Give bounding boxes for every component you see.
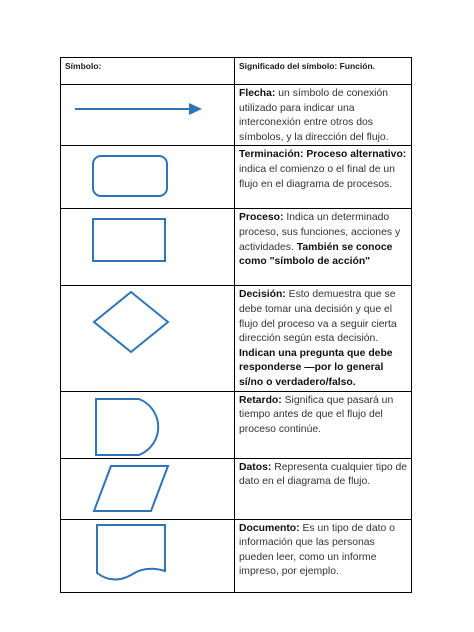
- symbol-cell-process: [61, 209, 235, 286]
- document-symbol-icon: [61, 520, 235, 593]
- extra-process: También se conoce como "símbolo de acción": [239, 241, 393, 268]
- delay-symbol-icon: [61, 392, 235, 459]
- desc-delay: [235, 391, 412, 458]
- desc-terminator: [235, 146, 412, 209]
- symbol-cell-delay: [61, 391, 235, 458]
- term-arrow: Flecha:: [239, 88, 276, 99]
- terminator-symbol-icon: [61, 146, 235, 209]
- arrow-symbol-icon: [61, 85, 235, 142]
- term-delay: Retardo:: [239, 394, 282, 406]
- symbol-cell-decision: [61, 286, 235, 391]
- term-terminator: Terminación: Proceso alternativo:: [239, 149, 407, 161]
- desc-process: [235, 209, 412, 286]
- symbol-cell-document: [61, 519, 235, 592]
- decision-symbol-icon: [61, 286, 235, 382]
- body-decision: Esto demuestra que se debe tomar una decisión y que el flujo del proceso va a seguir cierta dirección según esta decisión.: [239, 289, 397, 345]
- symbol-cell-terminator: [61, 146, 235, 209]
- term-document: Documento:: [239, 522, 300, 534]
- desc-arrow: [235, 85, 412, 146]
- body-arrow: un símbolo de conexión utilizado para indicar una interconexión entre otros dos símbolos, y la dirección del flujo.: [239, 88, 389, 143]
- body-delay: Significa que pasará un tiempo antes de que el flujo del proceso continúe.: [239, 394, 394, 435]
- symbol-cell-data: [61, 458, 235, 519]
- term-decision: Decisión:: [239, 289, 286, 301]
- header-meaning: Significado del símbolo: Función.: [235, 58, 412, 85]
- symbols-table: [60, 57, 412, 593]
- process-symbol-icon: [61, 209, 235, 286]
- desc-data: [235, 458, 412, 519]
- term-data: Datos:: [239, 461, 272, 473]
- body-terminator: indica el comienzo o el final de un flujo en el diagrama de procesos.: [239, 163, 395, 190]
- header-symbol: Símbolo:: [61, 58, 235, 85]
- desc-decision: [235, 286, 412, 391]
- body-process: Indica un determinado proceso, sus funciones, acciones y actividades.: [239, 212, 401, 253]
- desc-document: [235, 519, 412, 592]
- symbol-cell-arrow: [61, 85, 235, 146]
- extra-decision: Indican una pregunta que debe responderse —por lo general sí/no o verdadero/falso.: [239, 347, 393, 388]
- term-process: Proceso:: [239, 212, 284, 224]
- body-document: Es un tipo de dato o información que las personas pueden leer, como un informe impreso, por ejemplo.: [239, 522, 395, 578]
- body-data: Representa cualquier tipo de dato en el diagrama de flujo.: [239, 461, 408, 488]
- data-symbol-icon: [61, 459, 235, 520]
